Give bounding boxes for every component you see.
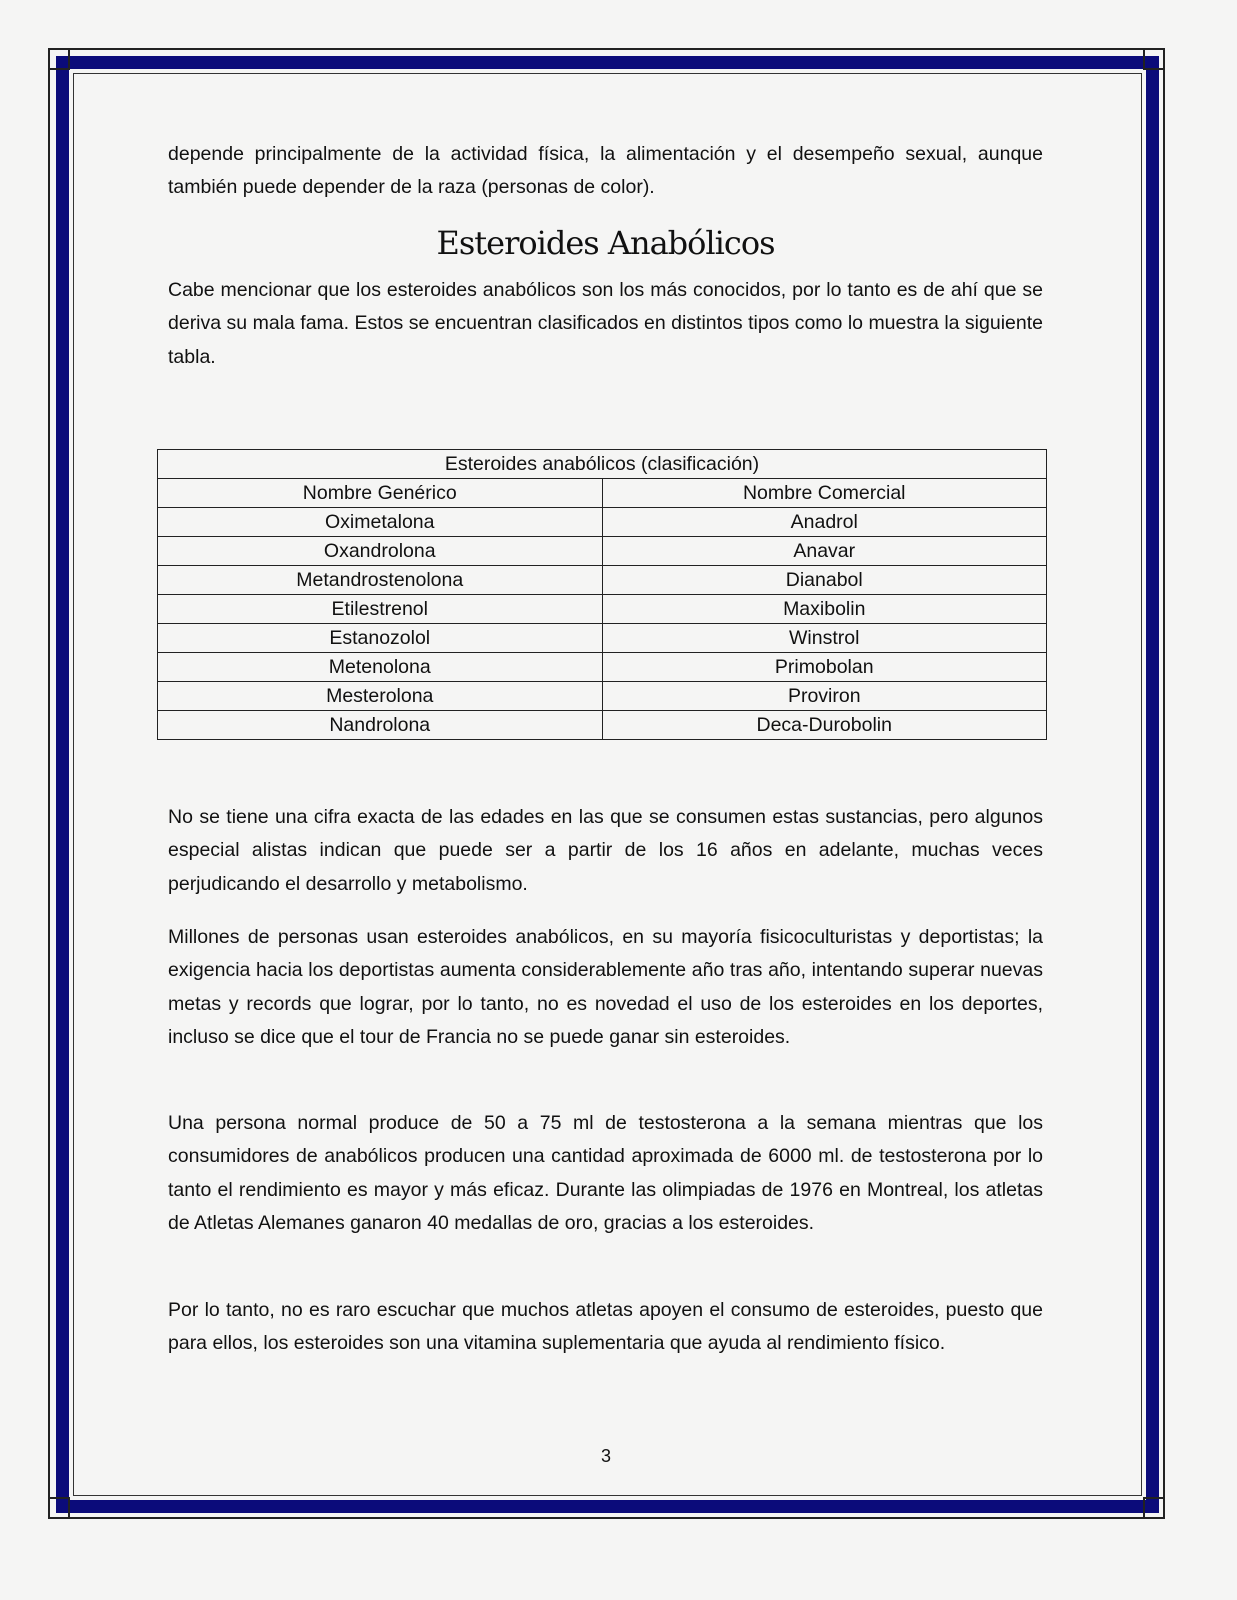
- paragraph-5: Por lo tanto, no es raro escuchar que muchos atletas apoyen el consumo de esteroides, puesto que para ellos, los esteroides son una vitamina suplementaria que ayuda al rendimiento físico.: [168, 1299, 1043, 1355]
- brand-name-cell: Primobolan: [602, 653, 1047, 682]
- column-header: Nombre Genérico: [158, 479, 603, 508]
- section-heading: Esteroides Anabólicos: [436, 224, 775, 262]
- paragraph-3: Millones de personas usan esteroides anabólicos, en su mayoría fisicoculturistas y deportistas; la exigencia hacia los deportistas aumenta considerablemente año tras año, intentando superar nuevas metas y records que lograr, por lo tanto, no es novedad el uso de los esteroides en los deportes, incluso se dice que el tour de Francia no se puede ganar sin esteroides.: [168, 926, 1043, 1048]
- generic-name-cell: Oximetalona: [158, 508, 603, 537]
- table-row: [158, 537, 1047, 566]
- table-row: [158, 682, 1047, 711]
- paragraph-intro: depende principalmente de la actividad física, la alimentación y el desempeño sexual, aunque también puede depender de la raza (personas de color).: [168, 143, 1043, 199]
- paragraph-2: No se tiene una cifra exacta de las edades en las que se consumen estas sustancias, pero algunos especial alistas indican que puede ser a partir de los 16 años en adelante, muchas veces perjudicando el desarrollo y metabolismo.: [168, 806, 1043, 895]
- generic-name-cell: Nandrolona: [158, 711, 603, 740]
- table-row: [158, 595, 1047, 624]
- table-caption: Esteroides anabólicos (clasificación): [158, 450, 1047, 479]
- brand-name-cell: Winstrol: [602, 624, 1047, 653]
- brand-name-cell: Proviron: [602, 682, 1047, 711]
- generic-name-cell: Metandrostenolona: [158, 566, 603, 595]
- brand-name-cell: Deca-Durobolin: [602, 711, 1047, 740]
- generic-name-cell: Estanozolol: [158, 624, 603, 653]
- generic-name-cell: Oxandrolona: [158, 537, 603, 566]
- brand-name-cell: Dianabol: [602, 566, 1047, 595]
- paragraph-1: Cabe mencionar que los esteroides anabólicos son los más conocidos, por lo tanto es de ahí que se deriva su mala fama. Estos se encuentran clasificados en distintos tipos como lo muestra la siguiente tabla.: [168, 279, 1043, 368]
- table-row: [158, 566, 1047, 595]
- table-row: [158, 624, 1047, 653]
- page-number: 3: [600, 1446, 611, 1466]
- column-header: Nombre Comercial: [602, 479, 1047, 508]
- classification-table: [157, 449, 1047, 740]
- table-row: [158, 711, 1047, 740]
- table-row: [158, 653, 1047, 682]
- paragraph-4: Una persona normal produce de 50 a 75 ml de testosterona a la semana mientras que los consumidores de anabólicos producen una cantidad aproximada de 6000 ml. de testosterona por lo tanto el rendimiento es mayor y más eficaz. Durante las olimpiadas de 1976 en Montreal, los atletas de Atletas Alemanes ganaron 40 medallas de oro, gracias a los esteroides.: [168, 1112, 1043, 1234]
- corner-ornament: [48, 48, 70, 70]
- brand-name-cell: Maxibolin: [602, 595, 1047, 624]
- generic-name-cell: Etilestrenol: [158, 595, 603, 624]
- table-row: [158, 508, 1047, 537]
- corner-ornament: [1143, 1497, 1165, 1519]
- brand-name-cell: Anadrol: [602, 508, 1047, 537]
- generic-name-cell: Mesterolona: [158, 682, 603, 711]
- corner-ornament: [48, 1497, 70, 1519]
- brand-name-cell: Anavar: [602, 537, 1047, 566]
- generic-name-cell: Metenolona: [158, 653, 603, 682]
- corner-ornament: [1143, 48, 1165, 70]
